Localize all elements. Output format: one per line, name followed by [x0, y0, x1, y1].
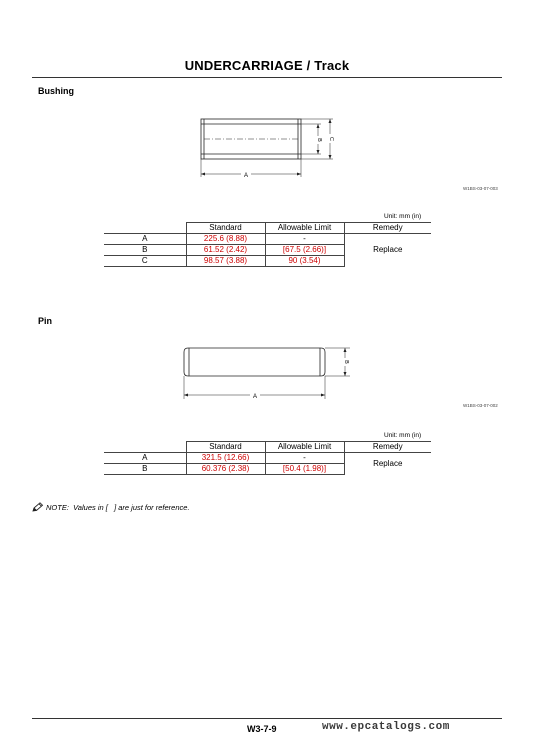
bushing-spec-table	[104, 222, 431, 267]
row-label: B	[104, 464, 186, 475]
col-remedy-header: Remedy	[344, 223, 431, 234]
bushing-dim-c-label: C	[328, 137, 334, 141]
remedy-value: Replace	[344, 453, 431, 475]
standard-value: 98.57 (3.88)	[186, 256, 265, 267]
standard-value: 60.376 (2.38)	[186, 464, 265, 475]
pin-spec-table	[104, 441, 431, 475]
limit-value: -	[265, 453, 344, 464]
limit-value: 90 (3.54)	[265, 256, 344, 267]
table-header-row	[104, 223, 431, 234]
header-rule	[32, 77, 502, 78]
table-header-row	[104, 442, 431, 453]
watermark-url: www.epcatalogs.com	[322, 721, 450, 733]
limit-value: [50.4 (1.98)]	[265, 464, 344, 475]
col-standard-header: Standard	[186, 223, 265, 234]
pin-diagram	[178, 343, 353, 401]
table-header-blank	[104, 223, 186, 234]
note-text: NOTE: Values in [ ] are just for reference.	[46, 503, 190, 512]
pin-unit-label: Unit: mm (in)	[384, 432, 422, 439]
limit-value: -	[265, 234, 344, 245]
row-label: A	[104, 453, 186, 464]
page-number: W3-7-9	[247, 724, 277, 734]
col-limit-header: Allowable Limit	[265, 442, 344, 453]
col-standard-header: Standard	[186, 442, 265, 453]
row-label: B	[104, 245, 186, 256]
bushing-dim-a-label: A	[243, 173, 249, 179]
pin-dim-b-label: B	[343, 360, 349, 364]
page-title: UNDERCARRIAGE / Track	[184, 58, 350, 73]
limit-value: [67.5 (2.66)]	[265, 245, 344, 256]
pin-outline	[184, 348, 325, 376]
bushing-diagram	[190, 114, 340, 184]
pin-section-title: Pin	[38, 316, 53, 326]
pencil-icon	[32, 502, 44, 512]
bushing-unit-label: Unit: mm (in)	[384, 213, 422, 220]
row-label: A	[104, 234, 186, 245]
bushing-section-title: Bushing	[38, 86, 74, 96]
standard-value: 225.6 (8.88)	[186, 234, 265, 245]
bushing-figure-id: W1BS-03-07-003	[463, 186, 498, 191]
remedy-value: Replace	[344, 234, 431, 267]
table-row	[104, 234, 431, 245]
table-header-blank	[104, 442, 186, 453]
col-remedy-header: Remedy	[344, 442, 431, 453]
col-limit-header: Allowable Limit	[265, 223, 344, 234]
standard-value: 321.5 (12.66)	[186, 453, 265, 464]
row-label: C	[104, 256, 186, 267]
table-row	[104, 453, 431, 464]
standard-value: 61.52 (2.42)	[186, 245, 265, 256]
footer-rule	[32, 718, 502, 719]
pin-dim-a-label: A	[252, 394, 258, 400]
pin-figure-id: W1BS-03-07-002	[463, 403, 498, 408]
reference-note	[32, 502, 190, 512]
bushing-dim-b-label: B	[316, 138, 322, 142]
